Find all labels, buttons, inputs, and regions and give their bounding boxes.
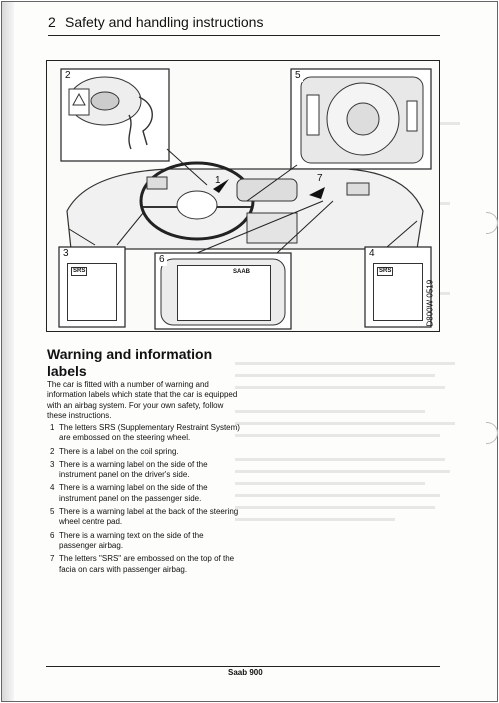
passenger-airbag-warning-label: [177, 265, 271, 321]
figure-code: [424, 272, 436, 328]
footer-rule: [46, 666, 440, 667]
page-header: [48, 10, 440, 36]
panel-label-5: 5: [295, 70, 301, 81]
footer-model: Saab 900: [228, 668, 263, 677]
list-item-number: 2: [50, 446, 55, 456]
panel-label-3: 3: [63, 248, 69, 259]
list-item-number: 4: [50, 483, 55, 493]
centre-console: [247, 213, 297, 243]
srs-mark-3: SRS: [73, 268, 86, 274]
list-item-number: 5: [50, 507, 55, 517]
driver-side-warning-label: [67, 263, 117, 321]
list-item-text: There is a warning text on the side of the passenger airbag.: [59, 530, 204, 550]
list-item: [47, 507, 243, 528]
list-item-text: There is a warning label at the back of the steering wheel centre pad.: [59, 507, 239, 527]
list-item-text: There is a label on the coil spring.: [59, 446, 179, 456]
coil-spring-warning-label: [69, 89, 89, 115]
srs-mark-4: SRS: [379, 268, 392, 274]
list-item-number: 3: [50, 459, 55, 469]
list-item: [47, 554, 243, 575]
list-item-text: The letters SRS (Supplementary Restraint System) are embossed on the steering wheel.: [59, 423, 240, 443]
list-item-text: There is a warning label on the side of the instrument panel on the passenger side.: [59, 483, 208, 503]
page-number: 2: [48, 14, 56, 30]
vent-right: [347, 183, 369, 195]
list-item-number: 1: [50, 423, 55, 432]
panel-label-4: 4: [369, 248, 375, 259]
passenger-side-warning-label: [373, 263, 423, 321]
list-item: [47, 423, 243, 444]
figure-code-text: D800W 0519: [425, 279, 435, 327]
list-item: [47, 460, 243, 481]
list-item-text: There is a warning label on the side of the instrument panel on the driver's side.: [59, 459, 208, 480]
steering-wheel-pad: [177, 191, 217, 219]
list-item-number: 7: [50, 554, 55, 564]
section-heading: Warning and information labels: [47, 346, 213, 379]
instrument-cluster: [237, 179, 297, 201]
list-item-text: The letters "SRS" are embossed on the top of the facia on cars with passenger airbag.: [59, 554, 235, 574]
centre-pad-label: [307, 95, 319, 135]
list-item: [47, 447, 243, 457]
panel-label-6: 6: [159, 254, 165, 265]
callout-1: 1: [215, 175, 221, 186]
centre-pad-inner: [347, 103, 379, 135]
airbag-label-figure: [46, 60, 440, 332]
list-item: [47, 531, 243, 552]
list-item: [47, 483, 243, 504]
vent-left: [147, 177, 167, 189]
binding-shadow: [2, 2, 14, 701]
panel-label-2: 2: [65, 70, 71, 81]
coil-spring-hub: [91, 92, 119, 110]
saab-mark-6: SAAB: [233, 269, 251, 275]
callout-7: 7: [317, 173, 323, 184]
intro-paragraph: The car is fitted with a number of warning and information labels which state that the car is equipped with an airbag system. For your own safety, follow these instructions.: [47, 380, 238, 420]
chapter-title: Safety and handling instructions: [65, 14, 264, 30]
label-list: [47, 423, 243, 578]
centre-pad-label-2: [407, 101, 417, 131]
list-item-number: 6: [50, 530, 55, 540]
